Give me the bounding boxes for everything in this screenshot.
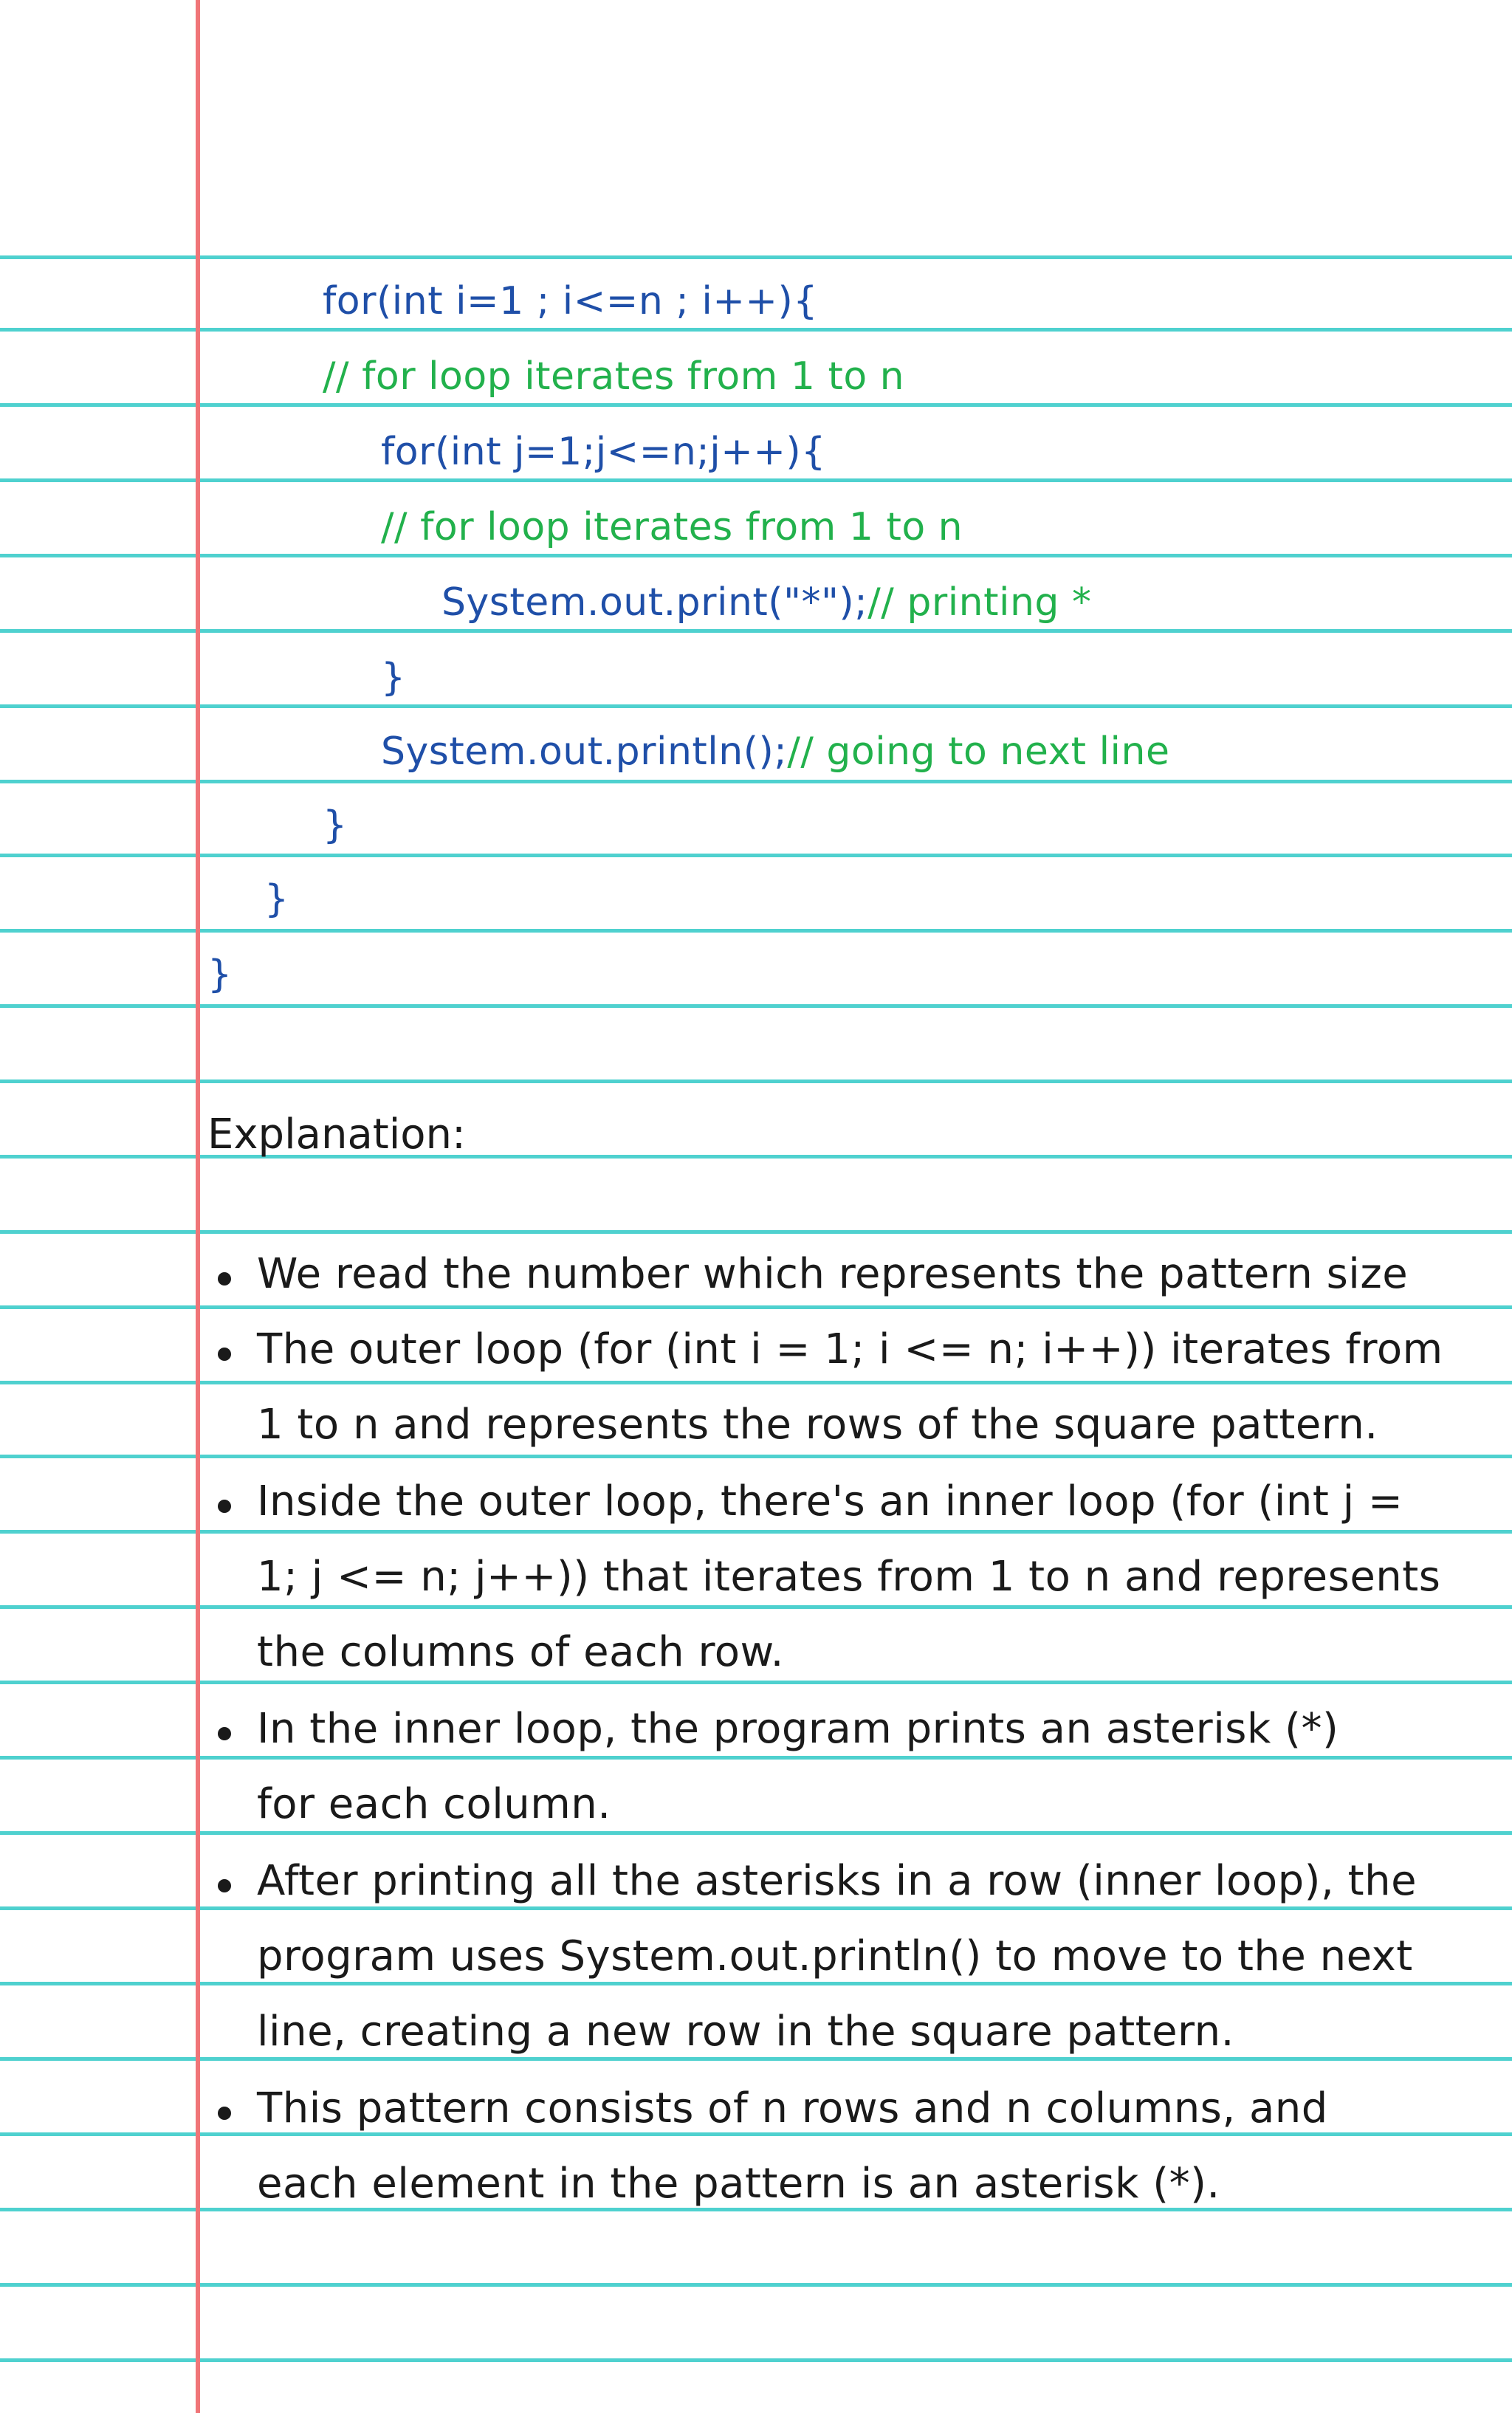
bullet-text: line, creating a new row in the square pattern. [257, 2008, 1234, 2056]
bullet-dot [218, 1500, 231, 1513]
ruled-line [0, 1080, 1512, 1083]
bullet-text: 1 to n and represents the rows of the square pattern. [257, 1401, 1378, 1449]
ruled-line [0, 629, 1512, 633]
code-line: } [381, 656, 406, 700]
code-line: } [264, 877, 289, 921]
bullet-text: each element in the pattern is an asterisk (*). [257, 2160, 1220, 2208]
ruled-line [0, 1381, 1512, 1384]
ruled-line [0, 1605, 1512, 1609]
code-line: System.out.print("*");// printing * [441, 580, 1092, 625]
code-line: } [323, 803, 348, 848]
code-comment: // for loop iterates from 1 to n [323, 354, 905, 399]
bullet-text: In the inner loop, the program prints an asterisk (*) [257, 1705, 1339, 1753]
ruled-line [0, 2283, 1512, 2287]
ruled-line [0, 2208, 1512, 2211]
ruled-line [0, 2132, 1512, 2136]
bullet-text: This pattern consists of n rows and n columns, and [257, 2084, 1328, 2132]
bullet-text: After printing all the asterisks in a row (inner loop), the [257, 1857, 1418, 1905]
ruled-line [0, 1982, 1512, 1985]
ruled-line [0, 1004, 1512, 1008]
bullet-text: 1; j <= n; j++)) that iterates from 1 to n and represents [257, 1553, 1441, 1601]
ruled-line [0, 255, 1512, 259]
bullet-text: the columns of each row. [257, 1628, 784, 1676]
ruled-line [0, 403, 1512, 407]
code-line: System.out.println();// going to next line [381, 730, 1170, 774]
code-comment: // for loop iterates from 1 to n [381, 505, 963, 549]
ruled-line [0, 1831, 1512, 1835]
bullet-dot [218, 1879, 231, 1892]
bullet-text: for each column. [257, 1780, 611, 1828]
code-line: for(int j=1;j<=n;j++){ [381, 430, 826, 474]
explanation-title: Explanation: [207, 1111, 466, 1159]
bullet-text: The outer loop (for (int i = 1; i <= n; i++)) iterates from [257, 1325, 1443, 1373]
ruled-line [0, 704, 1512, 708]
code-line: } [207, 952, 233, 997]
ruled-line [0, 1530, 1512, 1534]
ruled-line [0, 478, 1512, 482]
bullet-dot [218, 1348, 231, 1361]
code-line: for(int i=1 ; i<=n ; i++){ [323, 279, 818, 323]
ruled-line [0, 2057, 1512, 2061]
ruled-line [0, 854, 1512, 857]
ruled-line [0, 2358, 1512, 2362]
bullet-text: We read the number which represents the pattern size [257, 1250, 1409, 1298]
bullet-text: program uses System.out.println() to move to the next [257, 1932, 1413, 1980]
bullet-dot [218, 1727, 231, 1740]
bullet-dot [218, 2107, 231, 2120]
ruled-line [0, 1305, 1512, 1309]
ruled-line [0, 1455, 1512, 1458]
ruled-line [0, 1681, 1512, 1684]
bullet-text: Inside the outer loop, there's an inner loop (for (int j = [257, 1477, 1403, 1525]
ruled-line [0, 1906, 1512, 1910]
ruled-line [0, 780, 1512, 783]
ruled-line [0, 1756, 1512, 1760]
ruled-line [0, 328, 1512, 332]
bullet-dot [218, 1272, 231, 1286]
ruled-line [0, 554, 1512, 557]
margin-line [196, 0, 200, 2413]
ruled-line [0, 1230, 1512, 1234]
ruled-line [0, 929, 1512, 933]
